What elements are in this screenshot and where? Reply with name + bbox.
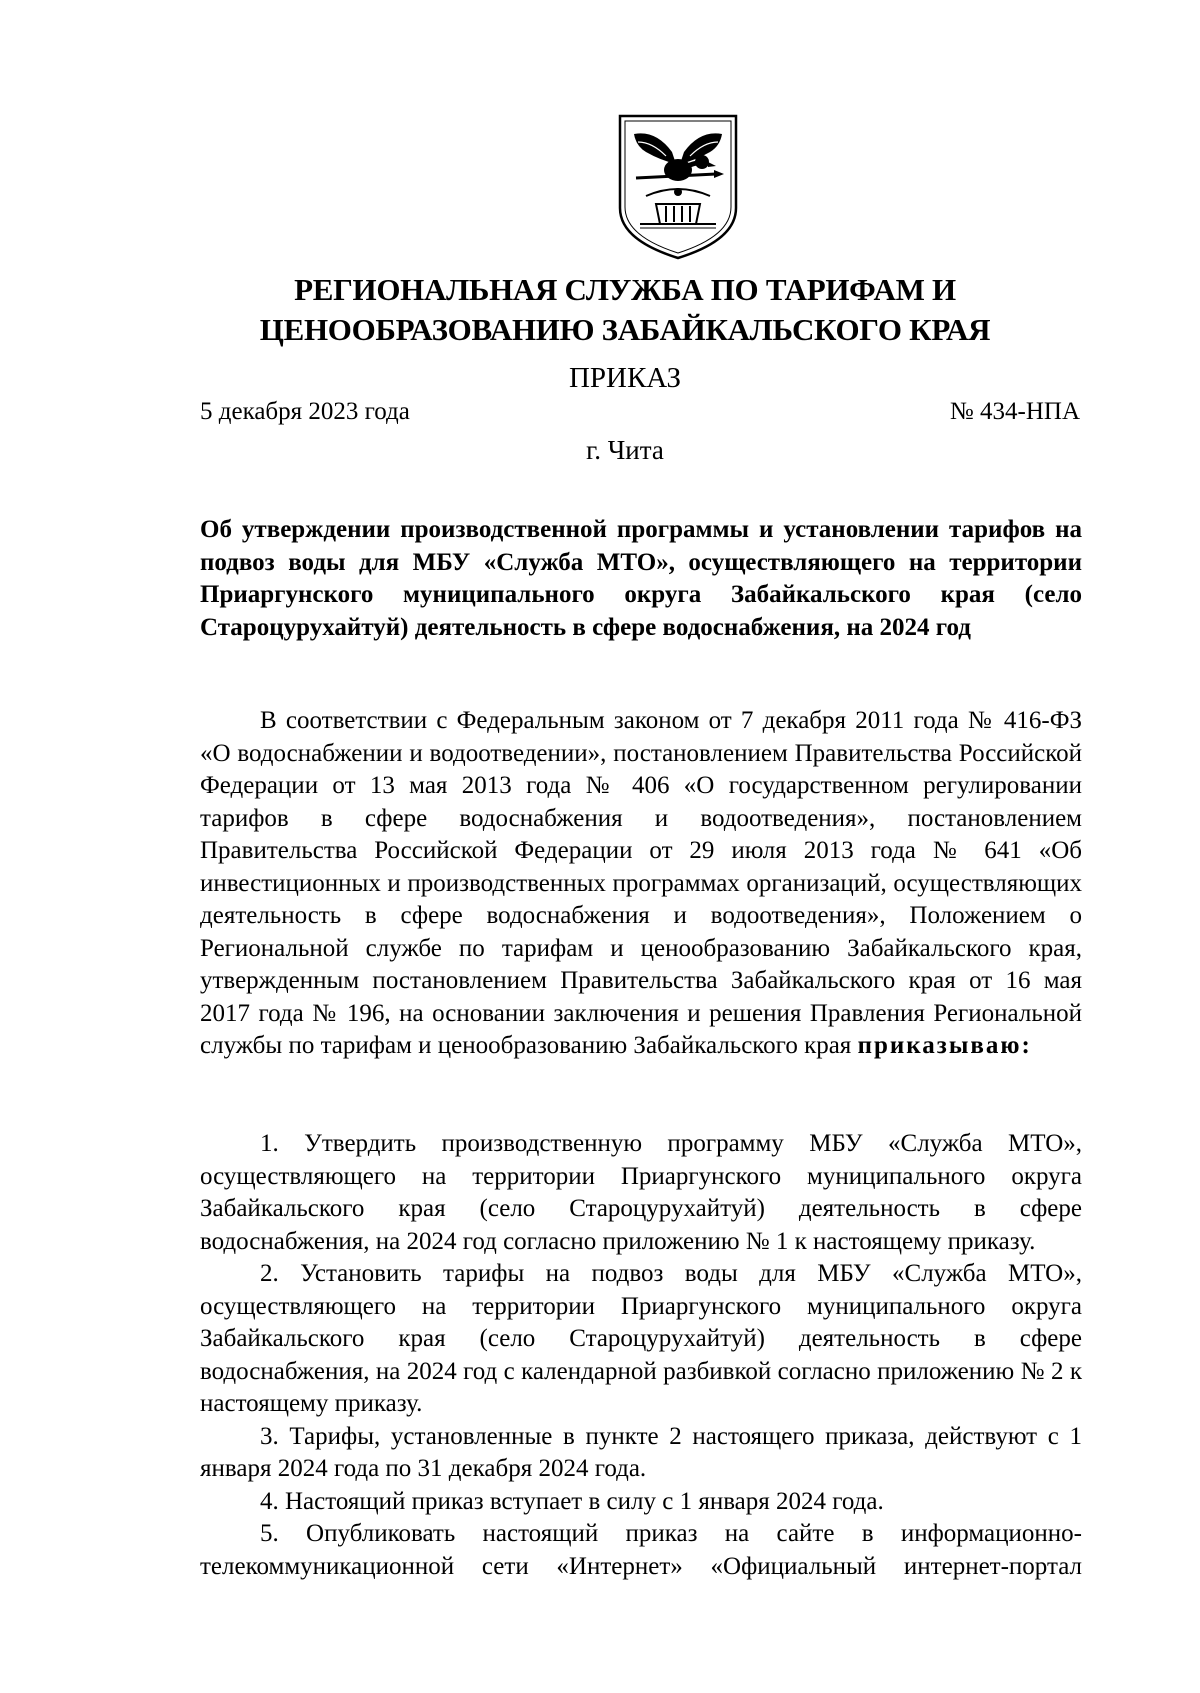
order-items bbox=[200, 1128, 1082, 1583]
order-item-4: 4. Настоящий приказ вступает в силу с 1 января 2024 года. bbox=[260, 1487, 884, 1515]
document-city: г. Чита bbox=[586, 435, 664, 465]
order-item-1: 1. Утвердить производственную программу МБУ «Служба МТО», осуществляющего на территории Приаргунского муниципального округа Забайкальского края (село Староцурухайтуй) деятельность в сфере водоснабжения, на 2024 год согласно приложению № 1 к настоящему приказу. bbox=[200, 1130, 1082, 1255]
preamble-text: В соответствии с Федеральным законом от 7 декабря 2011 года № 416-ФЗ «О водоснабжении и водоотведении», постановлением Правительства Российской Федерации от 13 мая 2013 года № 406 «О государственном регулировании тарифов в сфере водоснабжения и водоотведения», постановлением Правительства Российской Федерации от 29 июля 2013 года № 641 «Об инвестиционных и производственных программах организаций, осуществляющих деятельность в сфере водоснабжения и водоотведения», Положением о Региональной службе по тарифам и ценообразованию Забайкальского края, утвержденным постановлением Правительства Забайкальского края от 16 мая 2017 года № 196, на основании заключения и решения Правления Региональной службы по тарифам и ценообразованию Забайкальского края bbox=[200, 707, 1082, 1059]
order-item-2: 2. Установить тарифы на подвоз воды для МБУ «Служба МТО», осуществляющего на территории Приаргунского муниципального округа Забайкальского края (село Староцурухайтуй) деятельность в сфере водоснабжения, на 2024 год с календарной разбивкой согласно приложению № 2 к настоящему приказу. bbox=[200, 1260, 1082, 1417]
preamble bbox=[200, 705, 1082, 1063]
organization-name-line-2: ЦЕНООБРАЗОВАНИЮ ЗАБАЙКАЛЬСКОГО КРАЯ bbox=[259, 312, 991, 347]
organization-name-line-1: РЕГИОНАЛЬНАЯ СЛУЖБА ПО ТАРИФАМ И bbox=[294, 272, 956, 307]
document-title: Об утверждении производственной программы и установлении тарифов на подвоз воды для МБУ «Служба МТО», осуществляющего на территории Приаргунского муниципального округа Забайкальского края (село Староцурухайтуй) деятельность в сфере водоснабжения, на 2024 год bbox=[200, 516, 1082, 641]
organization-name bbox=[180, 270, 1070, 350]
document-date: 5 декабря 2023 года bbox=[200, 398, 410, 425]
order-item-5: 5. Опубликовать настоящий приказ на сайте в информационно-телекоммуникационной сети «Интернет» «Официальный интернет-портал bbox=[200, 1520, 1082, 1580]
document-type: ПРИКАЗ bbox=[568, 362, 682, 394]
coat-of-arms-icon bbox=[616, 112, 740, 262]
preamble-paragraph bbox=[200, 705, 1082, 1063]
order-item-3: 3. Тарифы, установленные в пункте 2 настоящего приказа, действуют с 1 января 2024 года по 31 декабря 2024 года. bbox=[200, 1422, 1082, 1482]
document-number: № 434-НПА bbox=[949, 398, 1080, 425]
order-word: приказываю: bbox=[857, 1032, 1032, 1059]
